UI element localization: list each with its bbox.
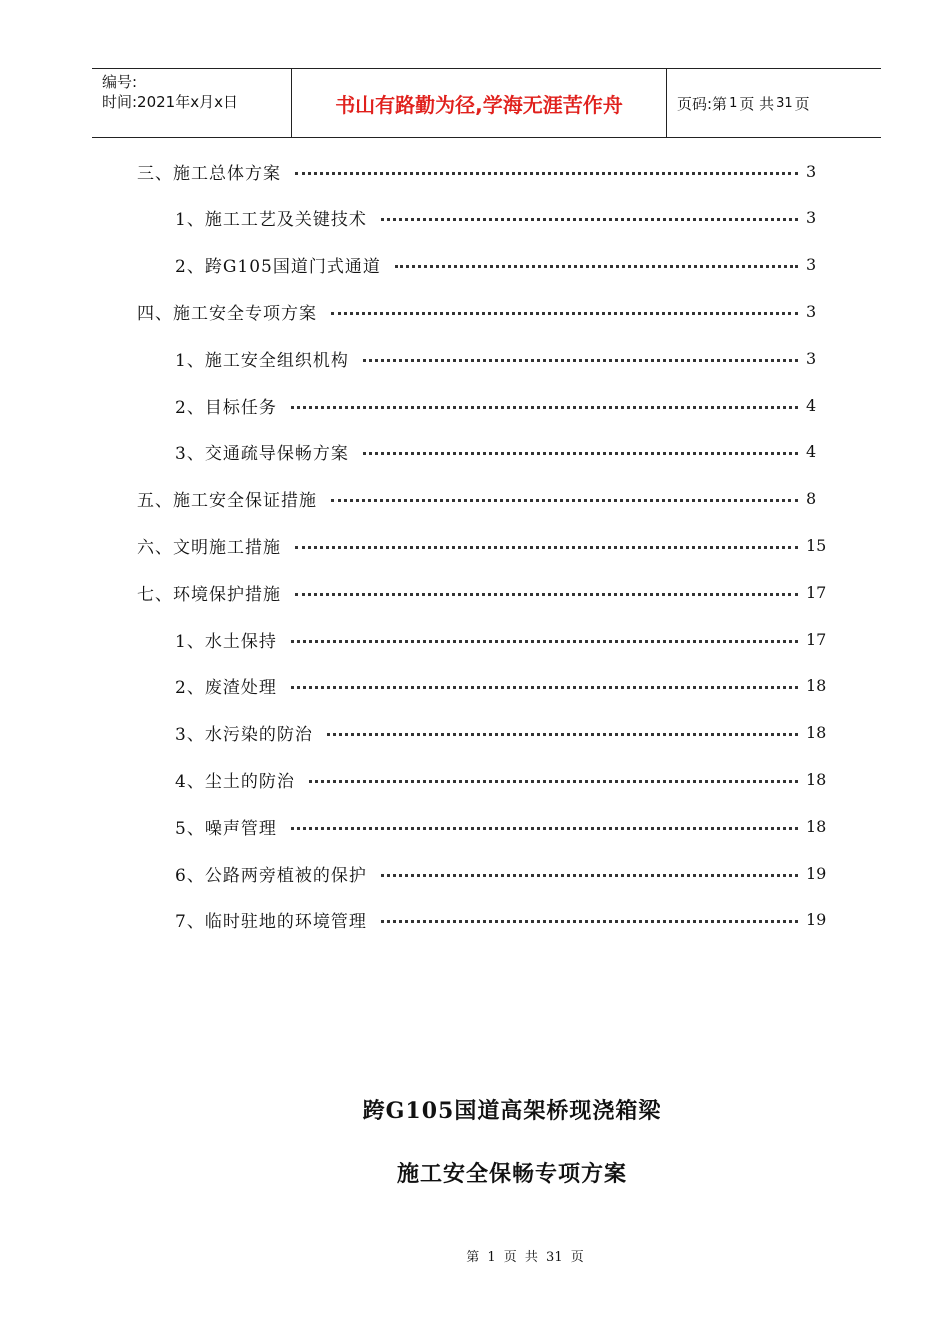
toc-entry-page: 3: [806, 348, 817, 368]
toc-dot-leader: [291, 640, 798, 643]
toc-dot-leader: [363, 359, 798, 362]
toc-entry-page: 15: [806, 535, 827, 555]
document-title-line1: 跨G105国道高架桥现浇箱梁: [362, 1098, 662, 1124]
toc-entry[interactable]: [137, 148, 828, 194]
toc-entry-label: 2、废渣处理: [175, 678, 277, 699]
toc-entry[interactable]: [175, 242, 828, 288]
header-page-info: [667, 69, 881, 137]
header-motto: 书山有路勤为径,学海无涯苦作舟: [292, 69, 667, 137]
toc-entry[interactable]: [175, 335, 828, 381]
page-mid: 页 共: [739, 94, 775, 113]
toc-entry-label: 六、文明施工措施: [137, 537, 281, 558]
toc-dot-leader: [381, 920, 798, 923]
toc-entry-page: 3: [806, 208, 817, 228]
toc-entry-page: 18: [806, 816, 827, 836]
page-header: [92, 68, 881, 138]
toc-entry[interactable]: [175, 850, 828, 896]
toc-entry-label: 4、尘土的防治: [175, 771, 295, 792]
number-label: 编号:: [102, 73, 138, 91]
toc-entry[interactable]: [175, 663, 828, 709]
toc-entry-label: 五、施工安全保证措施: [137, 491, 317, 512]
toc-dot-leader: [291, 406, 798, 409]
toc-entry-page: 18: [806, 723, 827, 743]
toc-entry[interactable]: [175, 897, 828, 943]
toc-dot-leader: [381, 218, 798, 221]
toc-entry-page: 3: [806, 161, 817, 181]
page-current: 1: [729, 95, 738, 111]
toc-dot-leader: [309, 780, 798, 783]
page-prefix: 页码:第: [677, 94, 728, 113]
toc-entry-page: 4: [806, 442, 817, 462]
toc-entry[interactable]: [137, 476, 828, 522]
toc-entry-page: 19: [806, 910, 827, 930]
toc-entry[interactable]: [175, 429, 828, 475]
toc-entry-page: 18: [806, 676, 827, 696]
toc-entry-label: 1、施工工艺及关键技术: [175, 210, 367, 231]
toc-entry-label: 3、水污染的防治: [175, 725, 313, 746]
toc-dot-leader: [295, 593, 798, 596]
toc-entry[interactable]: [175, 616, 828, 662]
toc-entry[interactable]: [137, 288, 828, 334]
toc-entry-label: 2、跨G105国道门式通道: [175, 257, 381, 278]
toc-dot-leader: [327, 733, 798, 736]
time-label: 时间:2021年x月x日: [102, 93, 238, 111]
toc-entry[interactable]: [137, 522, 828, 568]
toc-entry[interactable]: [175, 195, 828, 241]
toc-entry-label: 2、目标任务: [175, 397, 277, 418]
toc-entry[interactable]: [175, 803, 828, 849]
toc-entry[interactable]: [175, 710, 828, 756]
toc-dot-leader: [331, 312, 798, 315]
toc-dot-leader: [331, 499, 798, 502]
toc-dot-leader: [381, 874, 798, 877]
toc-entry-label: 5、噪声管理: [175, 818, 277, 839]
toc-entry-page: 8: [806, 489, 817, 509]
toc-entry-page: 17: [806, 629, 827, 649]
toc-entry-page: 18: [806, 769, 827, 789]
toc-entry-page: 4: [806, 395, 817, 415]
toc-entry-label: 1、水土保持: [175, 631, 277, 652]
toc-entry[interactable]: [137, 569, 828, 615]
toc-dot-leader: [295, 172, 798, 175]
toc-entry-label: 1、施工安全组织机构: [175, 350, 349, 371]
toc-entry-label: 四、施工安全专项方案: [137, 303, 317, 324]
toc-dot-leader: [395, 265, 798, 268]
toc-entry-label: 七、环境保护措施: [137, 584, 281, 605]
toc-entry[interactable]: [175, 756, 828, 802]
toc-dot-leader: [291, 686, 798, 689]
page-footer: 第 1 页 共 31 页: [466, 1250, 584, 1265]
toc-entry[interactable]: [175, 382, 828, 428]
toc-entry-page: 3: [806, 301, 817, 321]
toc-entry-label: 3、交通疏导保畅方案: [175, 444, 349, 465]
toc-dot-leader: [295, 546, 798, 549]
toc-dot-leader: [291, 827, 798, 830]
toc-entry-page: 19: [806, 863, 827, 883]
page-total: 31: [776, 95, 793, 111]
page-suffix: 页: [794, 94, 810, 113]
document-title-line2: 施工安全保畅专项方案: [396, 1161, 627, 1187]
toc-entry-page: 17: [806, 582, 827, 602]
header-meta: [92, 69, 292, 137]
toc-entry-label: 三、施工总体方案: [137, 163, 281, 184]
toc-entry-label: 7、临时驻地的环境管理: [175, 912, 367, 933]
toc-dot-leader: [363, 452, 798, 455]
toc-entry-page: 3: [806, 255, 817, 275]
toc-entry-label: 6、公路两旁植被的保护: [175, 865, 367, 886]
